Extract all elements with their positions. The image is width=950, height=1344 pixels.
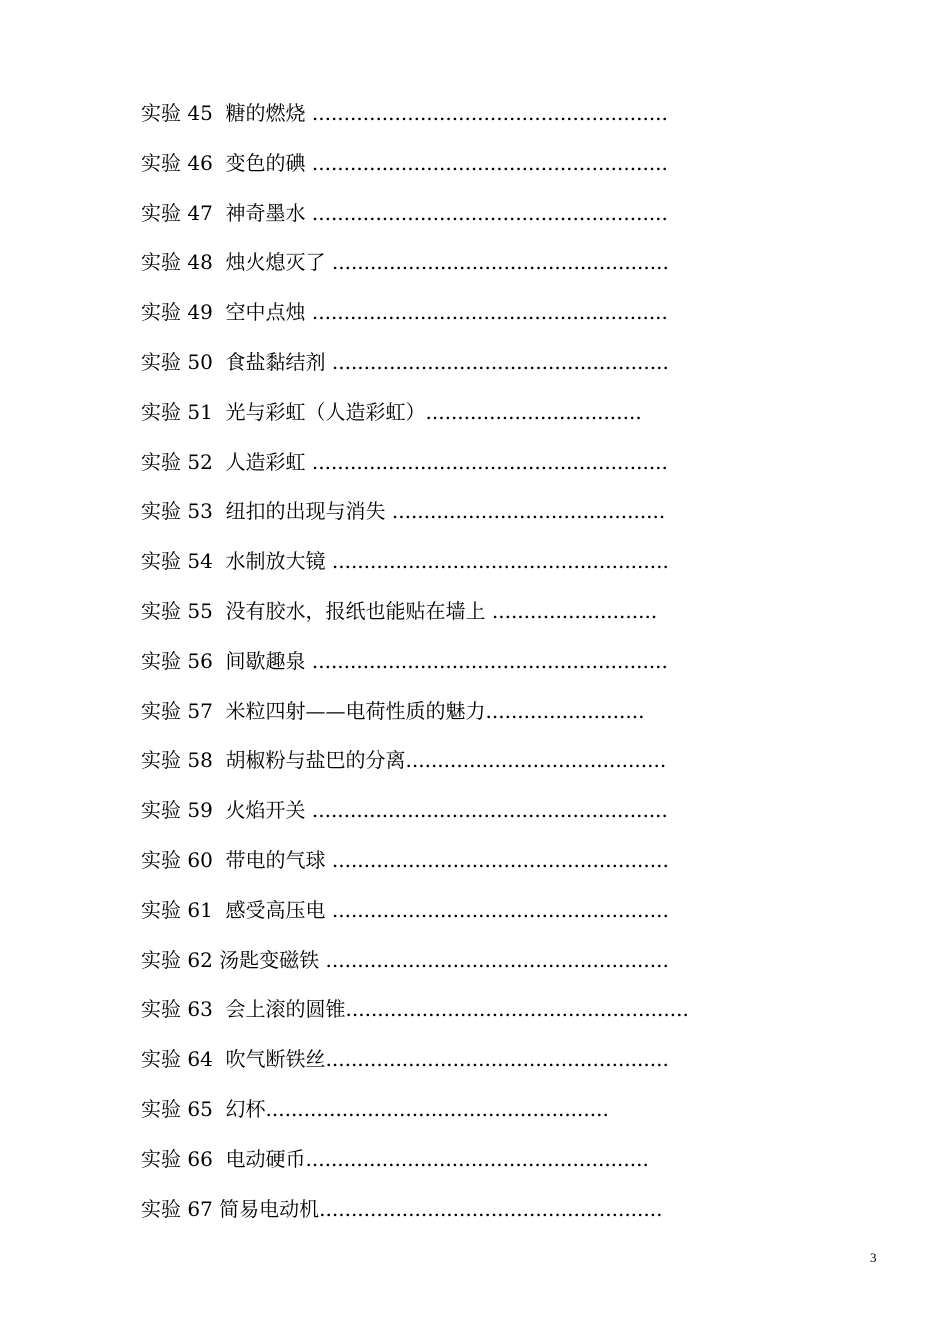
toc-entry: 实验 61 感受高压电 ..................................................... xyxy=(141,897,669,922)
toc-entry: 实验 47 神奇墨水 ........................................................ xyxy=(141,200,668,225)
toc-entry: 实验 55 没有胶水，报纸也能贴在墙上 .......................... xyxy=(141,598,658,623)
toc-entry: 实验 67 简易电动机...................................................... xyxy=(141,1196,663,1221)
toc-entry: 实验 45 糖的燃烧 ........................................................ xyxy=(141,101,668,125)
toc-entry: 实验 66 电动硬币...................................................... xyxy=(141,1146,649,1171)
toc-entry: 实验 52 人造彩虹 ........................................................ xyxy=(141,449,668,474)
toc-entry: 实验 62 汤匙变磁铁 ...................................................... xyxy=(141,947,669,972)
page-number: 3 xyxy=(870,1250,877,1265)
toc-entry: 实验 49 空中点烛 ........................................................ xyxy=(141,300,668,325)
toc-entry: 实验 48 烛火熄灭了 ..................................................... xyxy=(141,250,669,275)
toc-entry: 实验 51 光与彩虹（人造彩虹）.................................. xyxy=(141,399,642,424)
toc-entry: 实验 60 带电的气球 ..................................................... xyxy=(141,847,669,872)
toc-entry: 实验 65 幻杯...................................................... xyxy=(141,1096,609,1121)
toc-entry: 实验 53 纽扣的出现与消失 ........................................... xyxy=(141,499,666,524)
toc-entry: 实验 56 间歇趣泉 ........................................................ xyxy=(141,648,668,673)
toc-entry: 实验 54 水制放大镜 ..................................................... xyxy=(141,549,669,574)
toc-entry: 实验 57 米粒四射——电荷性质的魅力......................... xyxy=(141,698,645,723)
toc-entry: 实验 64 吹气断铁丝...................................................... xyxy=(141,1047,669,1072)
toc-entry: 实验 50 食盐黏结剂 ..................................................... xyxy=(141,349,669,374)
toc-entry: 实验 46 变色的碘 ........................................................ xyxy=(141,150,668,175)
table-of-contents xyxy=(141,95,841,1240)
toc-entry: 实验 63 会上滚的圆锥...................................................... xyxy=(141,997,689,1022)
toc-entry: 实验 59 火焰开关 ........................................................ xyxy=(141,798,668,823)
toc-entry: 实验 58 胡椒粉与盐巴的分离......................................... xyxy=(141,748,667,773)
